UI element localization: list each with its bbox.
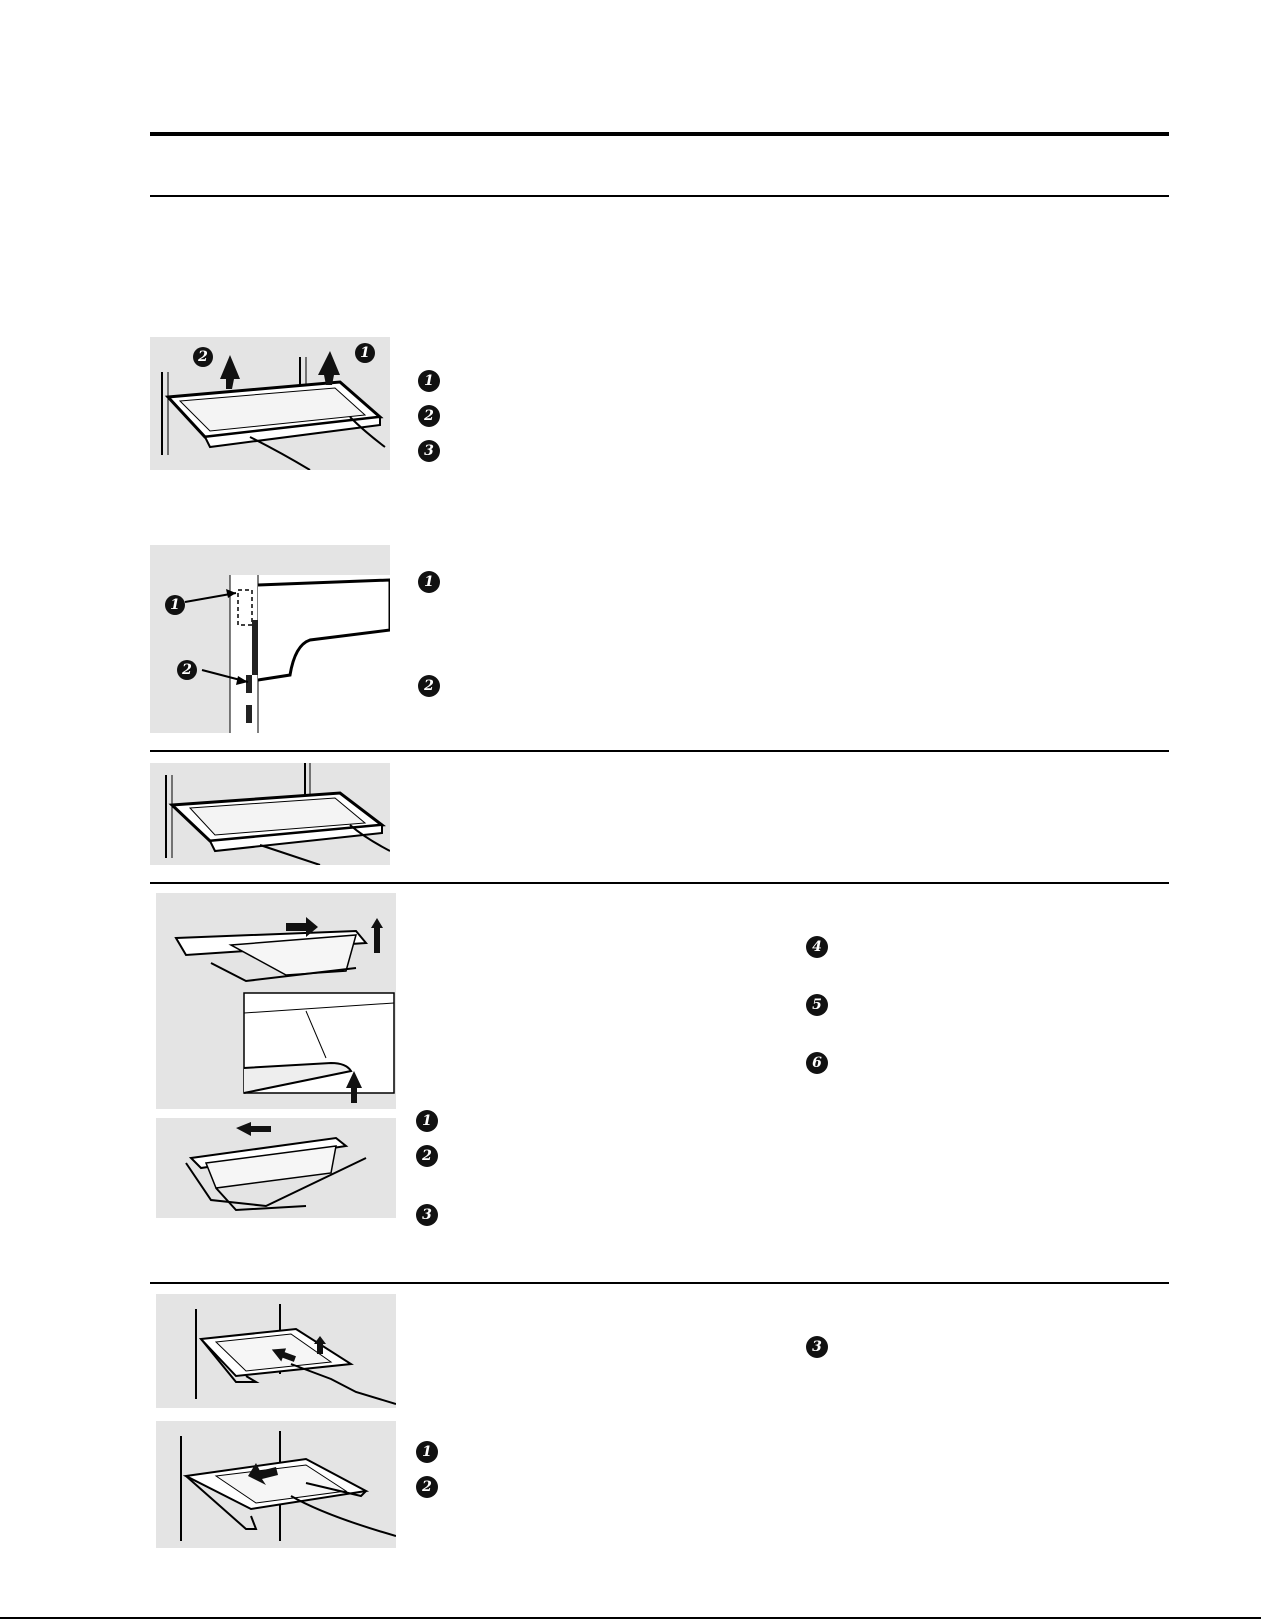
step-number-badge: 1 xyxy=(416,1110,438,1132)
slide-out-shelf-drawing xyxy=(156,1294,396,1408)
step-number-badge: 2 xyxy=(418,405,440,427)
section-divider xyxy=(150,750,1169,752)
glass-insert-slide-illustration xyxy=(156,1118,396,1218)
glass-insert-drawing xyxy=(156,893,396,1109)
slide-out-shelf-illustration xyxy=(156,1294,396,1408)
callout-badge: 1 xyxy=(355,343,375,363)
step-number-badge: 5 xyxy=(806,994,828,1016)
step-number-badge: 3 xyxy=(806,1336,828,1358)
step-number-badge: 2 xyxy=(416,1476,438,1498)
slide-in-shelf-illustration xyxy=(156,1421,396,1548)
section-divider xyxy=(150,1282,1169,1284)
section-divider xyxy=(150,882,1169,884)
glass-insert-illustration xyxy=(156,893,396,1109)
shelf-slide-drawing xyxy=(150,763,390,865)
header-rule-thin xyxy=(150,195,1169,197)
header-rule-thick xyxy=(150,132,1169,136)
slide-in-shelf-drawing xyxy=(156,1421,396,1548)
shelf-slide-out-illustration xyxy=(150,763,390,865)
step-number-badge: 1 xyxy=(418,571,440,593)
step-number-badge: 2 xyxy=(416,1145,438,1167)
step-number-badge: 2 xyxy=(418,675,440,697)
step-number-badge: 3 xyxy=(416,1204,438,1226)
callout-badge: 2 xyxy=(177,660,197,680)
shelf-hook-detail-illustration xyxy=(150,545,390,733)
step-number-badge: 1 xyxy=(416,1441,438,1463)
glass-slide-drawing xyxy=(156,1118,396,1218)
shelf-lift-drawing xyxy=(150,337,390,470)
step-number-badge: 6 xyxy=(806,1052,828,1074)
step-number-badge: 3 xyxy=(418,440,440,462)
callout-badge: 1 xyxy=(165,595,185,615)
callout-badge: 2 xyxy=(193,347,213,367)
step-number-badge: 1 xyxy=(418,370,440,392)
footer-rule xyxy=(0,1617,1261,1619)
shelf-removal-illustration xyxy=(150,337,390,470)
step-number-badge: 4 xyxy=(806,936,828,958)
hook-detail-drawing xyxy=(150,545,390,733)
